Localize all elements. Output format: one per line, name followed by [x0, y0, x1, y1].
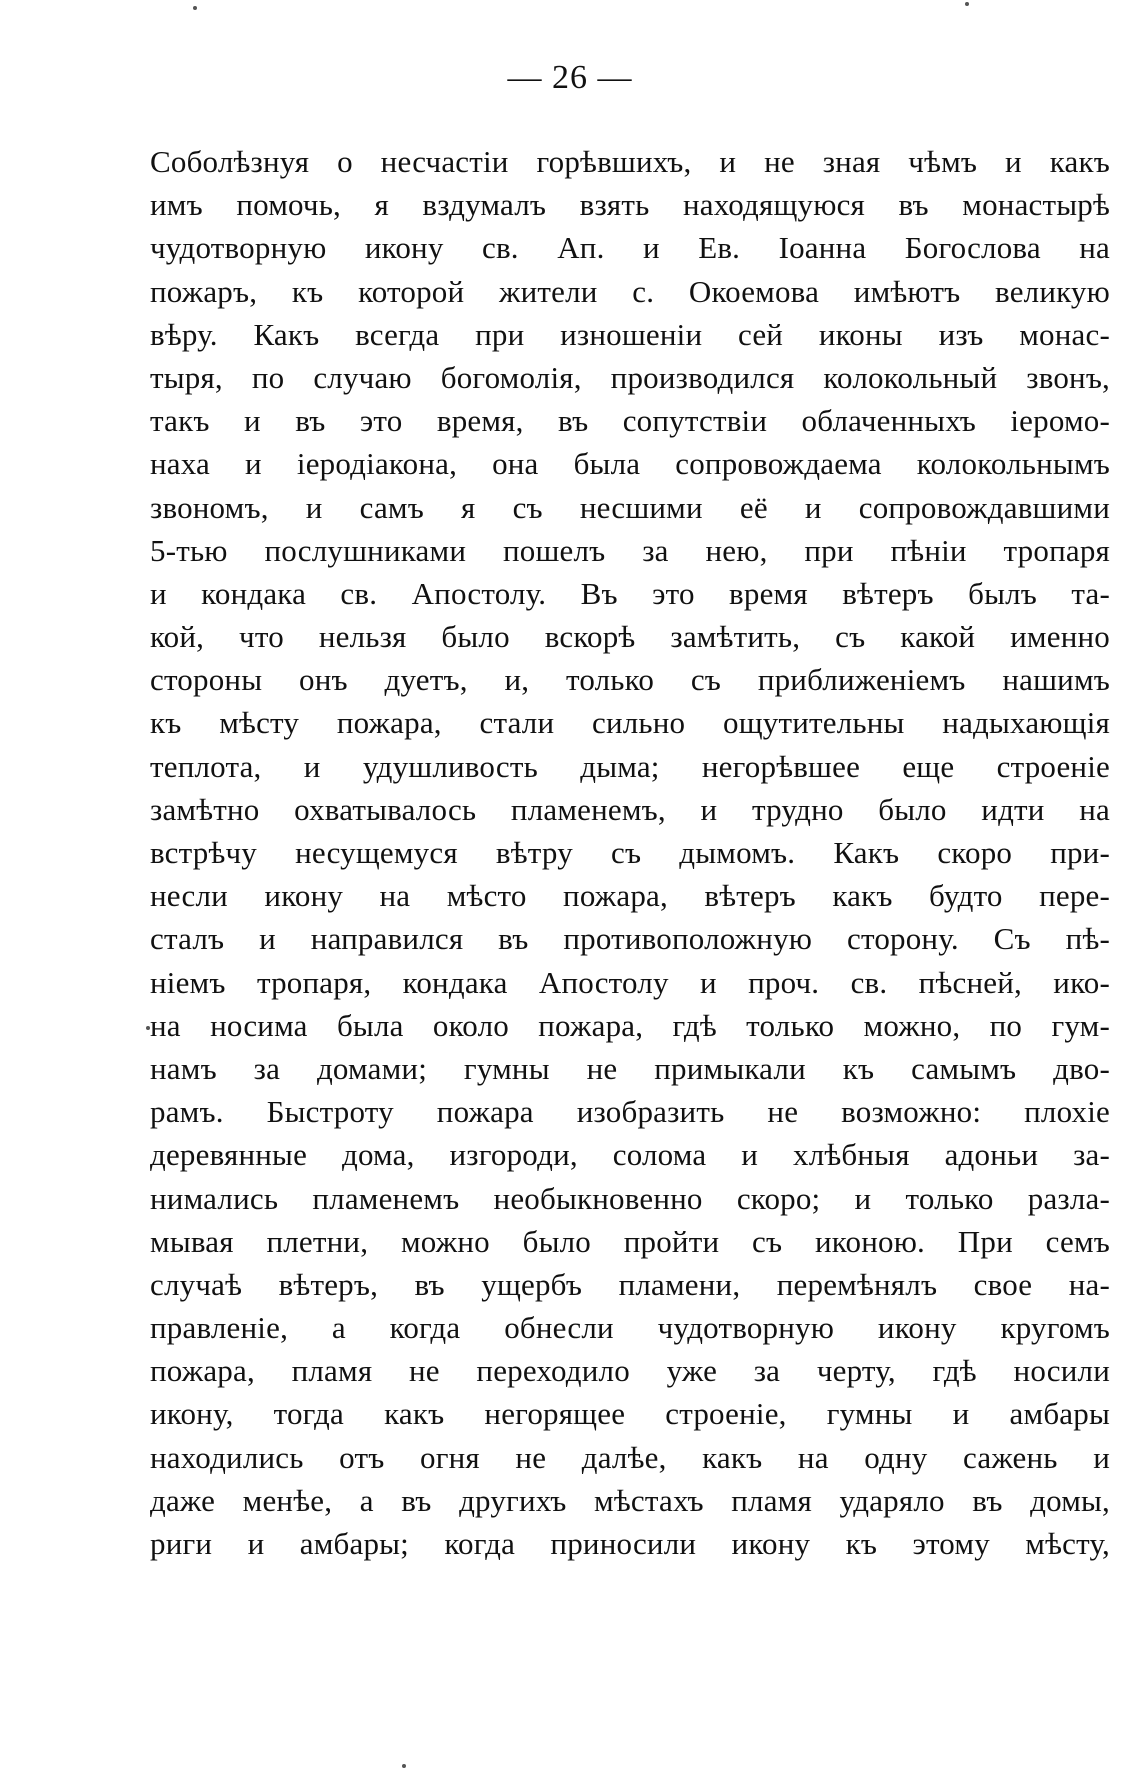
print-speck [402, 1764, 406, 1768]
text-line: кой, что нельзя было вскорѣ замѣтить, съ какой именно [150, 619, 1110, 655]
text-line: намъ за домами; гумны не примыкали къ самымъ дво- [150, 1050, 1110, 1086]
text-line: къ мѣсту пожара, стали сильно ощутительны надыхающія [150, 705, 1110, 741]
text-line: случаѣ вѣтеръ, въ ущербъ пламени, перемѣнялъ свое на- [150, 1266, 1110, 1302]
text-line: и кондака св. Апостолу. Въ это время вѣтеръ былъ та- [150, 575, 1110, 611]
text-line: тыря, по случаю богомолія, производился колокольный звонъ, [150, 359, 1110, 395]
text-line: наха и іеродіакона, она была сопровождаема колокольнымъ [150, 446, 1110, 482]
text-line: чудотворную икону св. Ап. и Ев. Іоанна Богослова на [150, 230, 1110, 266]
text-line: ніемъ тропаря, кондака Апостолу и проч. св. пѣсней, ико- [150, 964, 1110, 1000]
text-line: вѣру. Какъ всегда при изношеніи сей иконы изъ монас- [150, 316, 1110, 352]
text-line: звономъ, и самъ я съ несшими её и сопровождавшими [150, 489, 1110, 525]
text-line: на носима была около пожара, гдѣ только можно, по гум- [150, 1007, 1110, 1043]
text-line: икону, тогда какъ негорящее строеніе, гумны и амбары [150, 1396, 1110, 1432]
text-line: рамъ. Быстроту пожара изобразить не возможно: плохіе [150, 1094, 1110, 1130]
text-line: пожаръ, къ которой жители с. Окоемова имѣютъ великую [150, 273, 1110, 309]
print-speck [193, 6, 197, 10]
text-line: даже менѣе, а въ другихъ мѣстахъ пламя ударяло въ домы, [150, 1482, 1110, 1518]
text-line: теплота, и удушливость дыма; негорѣвшее еще строеніе [150, 748, 1110, 784]
print-speck [965, 2, 969, 6]
text-line: имъ помочь, я вздумалъ взять находящуюся въ монастырѣ [150, 187, 1110, 223]
body-text [150, 140, 1110, 1565]
text-line: несли икону на мѣсто пожара, вѣтеръ какъ будто пере- [150, 878, 1110, 914]
text-line: встрѣчу несущемуся вѣтру съ дымомъ. Какъ скоро при- [150, 835, 1110, 870]
text-line: правленіе, а когда обнесли чудотворную икону кругомъ [150, 1310, 1110, 1346]
text-line: нимались пламенемъ необыкновенно скоро; и только разла- [150, 1180, 1110, 1216]
text-line: риги и амбары; когда приносили икону къ этому мѣсту, [150, 1526, 1110, 1561]
text-line: мывая плетни, можно было пройти съ иконою. При семъ [150, 1223, 1110, 1259]
text-line: пожара, пламя не переходило уже за черту, гдѣ носили [150, 1353, 1110, 1389]
text-line: такъ и въ это время, въ сопутствіи облаченныхъ іеромо- [150, 403, 1110, 439]
page-number: — 26 — [507, 59, 633, 96]
text-line: Соболѣзнуя о несчастіи горѣвшихъ, и не зная чѣмъ и какъ [150, 144, 1110, 179]
text-line: замѣтно охватывалось пламенемъ, и трудно было идти на [150, 791, 1110, 827]
text-line: сталъ и направился въ противоположную сторону. Съ пѣ- [150, 921, 1110, 957]
text-line: деревянные дома, изгороди, солома и хлѣбныя адоньи за- [150, 1137, 1110, 1173]
text-line: находились отъ огня не далѣе, какъ на одну сажень и [150, 1439, 1110, 1475]
text-line: 5-тью послушниками пошелъ за нею, при пѣніи тропаря [150, 532, 1110, 568]
text-line: стороны онъ дуетъ, и, только съ приближеніемъ нашимъ [150, 662, 1110, 698]
